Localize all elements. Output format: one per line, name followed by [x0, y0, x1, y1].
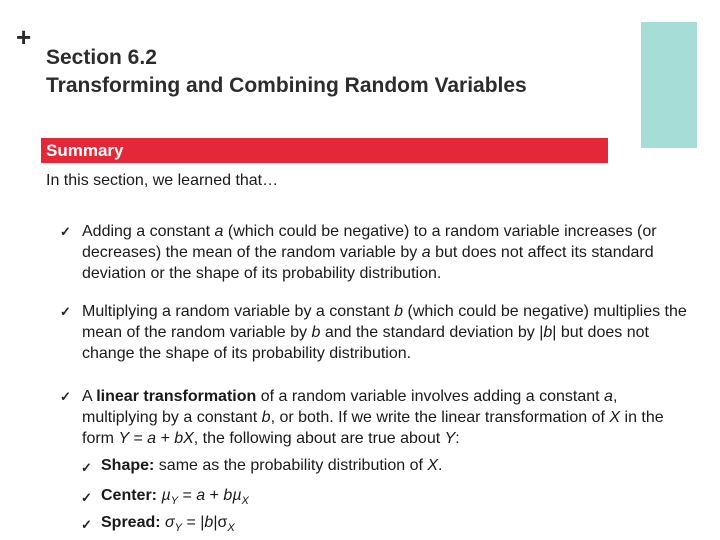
- check-icon: ✓: [60, 389, 71, 404]
- bullet-text: Adding a constant a (which could be negative) to a random variable increases (or decreases) the mean of the random variable by a but does not affect its standard deviation or the shape of its probability distribution.: [82, 223, 657, 282]
- check-icon: ✓: [60, 224, 71, 239]
- summary-label: Summary: [46, 141, 124, 160]
- check-icon: ✓: [60, 304, 71, 319]
- intro-text: In this section, we learned that…: [46, 172, 279, 189]
- section-number: Section 6.2: [46, 46, 157, 69]
- plus-icon: +: [16, 22, 32, 52]
- summary-banner: [41, 138, 608, 163]
- check-icon: ✓: [81, 460, 92, 475]
- check-icon: ✓: [81, 517, 92, 532]
- sub-bullet-text: Shape: same as the probability distribution of X.: [101, 457, 443, 474]
- sub-bullet-text: Spread: $\sigma_Y = |b|\sigma_X$: [101, 514, 235, 535]
- decorative-teal-bar: [641, 22, 697, 148]
- sub-bullet-text: Center: µ$_Y$ = a + bµ$_X$: [101, 487, 249, 508]
- section-title: Transforming and Combining Random Variables: [46, 74, 527, 97]
- bullet-text: Multiplying a random variable by a constant b (which could be negative) multiplies the mean of the random variable by b and the standard deviation by |b| but does not change the shape of its probability distribution.: [82, 303, 687, 362]
- page-title: [46, 44, 636, 100]
- bullet-text: A linear transformation of a random variable involves adding a constant a, multiplying by a constant b, or both. If we write the linear transformation of X in the form Y = a + bX, the following about are true about Y:: [82, 388, 664, 447]
- check-icon: ✓: [81, 490, 92, 505]
